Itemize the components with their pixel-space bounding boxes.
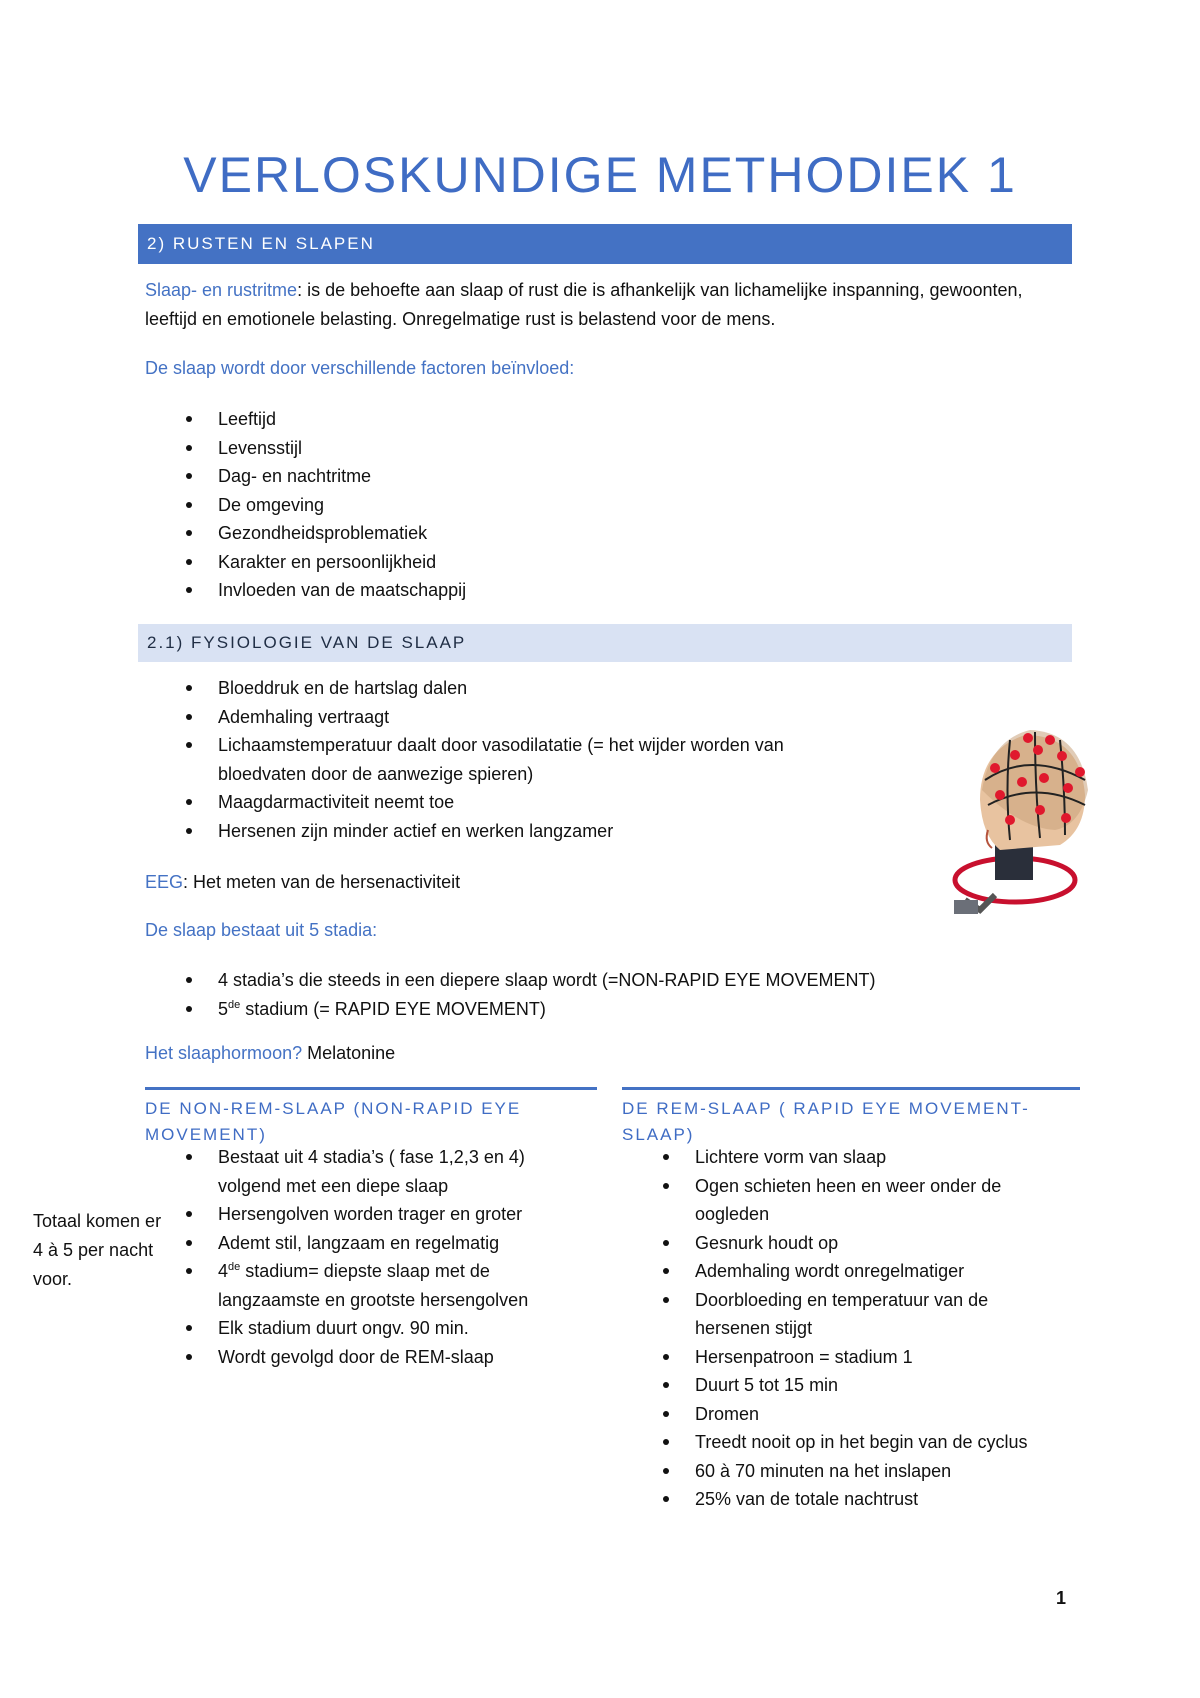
hormone-line: [145, 1039, 395, 1068]
ordinal-suffix: de: [228, 998, 241, 1011]
list-item: Elk stadium duurt ongv. 90 min.: [218, 1314, 558, 1343]
list-item: Ademhaling vertraagt: [218, 703, 838, 732]
factors-list: [218, 405, 918, 605]
list-item: 25% van de totale nachtrust: [695, 1485, 1035, 1514]
ordinal-suffix: de: [228, 1261, 241, 1273]
list-item: Gesnurk houdt op: [695, 1229, 1035, 1258]
list-item: Gezondheidsproblematiek: [218, 519, 918, 548]
list-item: Ogen schieten heen en weer onder de oogleden: [695, 1172, 1035, 1229]
list-item: Duurt 5 tot 15 min: [695, 1371, 1035, 1400]
eeg-definition: [145, 868, 460, 897]
list-item: Treedt nooit op in het begin van de cyclus: [695, 1428, 1035, 1457]
page-title: VERLOSKUNDIGE METHODIEK 1: [183, 147, 1017, 203]
nonrem-heading: DE NON-REM-SLAAP (NON-RAPID EYE MOVEMENT): [145, 1087, 597, 1148]
rem-heading: DE REM-SLAAP ( RAPID EYE MOVEMENT-SLAAP): [622, 1087, 1080, 1148]
list-item: Maagdarmactiviteit neemt toe: [218, 788, 838, 817]
hormone-answer: Melatonine: [302, 1043, 396, 1063]
definition-paragraph: [145, 276, 1065, 334]
list-item: [218, 995, 1018, 1024]
factors-heading: De slaap wordt door verschillende factoren beïnvloed:: [145, 358, 575, 378]
definition-text: : is de behoefte aan slaap of rust die is afhankelijk van lichamelijke inspanning, gewoonten, leeftijd en emotionele belasting. Onregelmatige rust is belastend voor de mens.: [145, 280, 1023, 329]
page-number: 1: [1056, 1588, 1067, 1608]
list-item: Karakter en persoonlijkheid: [218, 548, 918, 577]
stage-text: stadium (= RAPID EYE MOVEMENT): [240, 998, 546, 1019]
list-item: [218, 1257, 558, 1314]
stages-list: [218, 966, 1018, 1023]
physiology-list: [218, 674, 838, 845]
stage-text: stadium= diepste slaap met de langzaamste en grootste hersengolven: [218, 1261, 529, 1310]
list-item: Hersengolven worden trager en groter: [218, 1200, 558, 1229]
list-item: Lichtere vorm van slaap: [695, 1143, 1035, 1172]
list-item: Wordt gevolgd door de REM-slaap: [218, 1343, 558, 1372]
list-item: Levensstijl: [218, 434, 918, 463]
stage-number: 5: [218, 998, 229, 1019]
list-item: Ademt stil, langzaam en regelmatig: [218, 1229, 558, 1258]
section-heading-rusten-en-slapen: 2) RUSTEN EN SLAPEN: [138, 224, 1072, 264]
list-item: Doorbloeding en temperatuur van de hersenen stijgt: [695, 1286, 1035, 1343]
section-heading-fysiologie: 2.1) FYSIOLOGIE VAN DE SLAAP: [138, 624, 1072, 662]
stages-heading: De slaap bestaat uit 5 stadia:: [145, 920, 378, 940]
list-item: Bloeddruk en de hartslag dalen: [218, 674, 838, 703]
eeg-cap-head-image: [940, 710, 1110, 930]
list-item: Dag- en nachtritme: [218, 462, 918, 491]
list-item: Invloeden van de maatschappij: [218, 576, 918, 605]
list-item: Ademhaling wordt onregelmatiger: [695, 1257, 1035, 1286]
list-item: Bestaat uit 4 stadia’s ( fase 1,2,3 en 4) volgend met een diepe slaap: [218, 1143, 558, 1200]
stage-number: 4: [218, 1261, 229, 1281]
list-item: 60 à 70 minuten na het inslapen: [695, 1457, 1035, 1486]
eeg-text: : Het meten van de hersenactiviteit: [183, 872, 461, 892]
eeg-term: EEG: [145, 872, 184, 892]
list-item: Hersenen zijn minder actief en werken langzamer: [218, 817, 838, 846]
side-note: Totaal komen er 4 à 5 per nacht voor.: [33, 1211, 162, 1289]
list-item: Hersenpatroon = stadium 1: [695, 1343, 1035, 1372]
definition-term: Slaap- en rustritme: [145, 280, 298, 300]
nonrem-list: [218, 1143, 558, 1371]
list-item: De omgeving: [218, 491, 918, 520]
list-item: Lichaamstemperatuur daalt door vasodilatatie (= het wijder worden van bloedvaten door de aanwezige spieren): [218, 731, 838, 788]
list-item: 4 stadia’s die steeds in een diepere slaap wordt (=NON-RAPID EYE MOVEMENT): [218, 966, 1018, 995]
hormone-question: Het slaaphormoon?: [145, 1043, 303, 1063]
list-item: Leeftijd: [218, 405, 918, 434]
rem-list: [695, 1143, 1035, 1514]
list-item: Dromen: [695, 1400, 1035, 1429]
